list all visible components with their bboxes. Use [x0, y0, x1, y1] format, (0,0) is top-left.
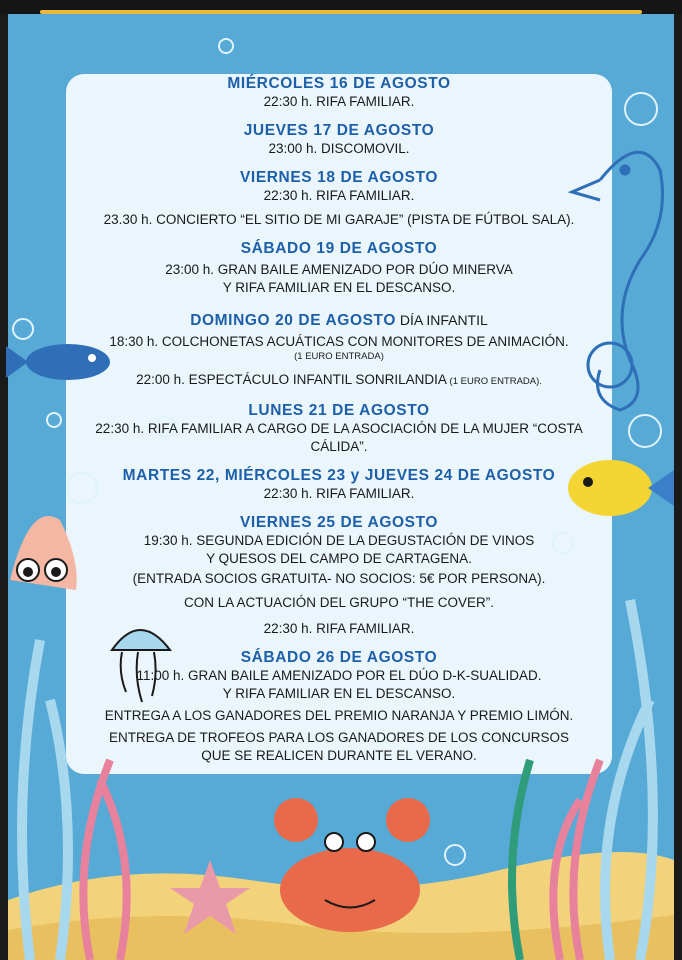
- day-block: [66, 466, 612, 503]
- event-line: Y QUESOS DEL CAMPO DE CARTAGENA.: [206, 551, 472, 566]
- day-title: VIERNES 25 DE AGOSTO: [239, 514, 439, 531]
- event-line: Y RIFA FAMILIAR EN EL DESCANSO.: [222, 280, 456, 295]
- event-note: (1 EURO ENTRADA): [294, 351, 384, 362]
- event-line: 19:30 h. SEGUNDA EDICIÓN DE LA DEGUSTACIÓN DE VINOS: [143, 533, 535, 548]
- bubble-icon: [628, 414, 662, 448]
- day-title: [66, 311, 612, 330]
- day-block: [66, 74, 612, 111]
- event-line: 22:30 h. RIFA FAMILIAR.: [263, 188, 415, 203]
- event-line: 22:30 h. RIFA FAMILIAR.: [263, 486, 415, 501]
- bubble-icon: [12, 318, 34, 340]
- bubble-icon: [624, 92, 658, 126]
- bubble-icon: [218, 38, 234, 54]
- bubble-icon: [46, 412, 62, 428]
- event-line: (ENTRADA SOCIOS GRATUITA- NO SOCIOS: 5€ POR PERSONA).: [132, 571, 546, 586]
- event-line: 11:00 h. GRAN BAILE AMENIZADO POR EL DÚO D-K-SUALIDAD.: [136, 668, 542, 683]
- event-line: 18:30 h. COLCHONETAS ACUÁTICAS CON MONITORES DE ANIMACIÓN.: [109, 334, 569, 349]
- day-title: SÁBADO 26 DE AGOSTO: [240, 649, 438, 666]
- bubble-icon: [444, 844, 466, 866]
- day-title: VIERNES 18 DE AGOSTO: [239, 169, 439, 186]
- day-title: SÁBADO 19 DE AGOSTO: [240, 240, 438, 257]
- day-title: MARTES 22, MIÉRCOLES 23 y JUEVES 24 DE AGOSTO: [122, 467, 556, 484]
- day-block: [66, 121, 612, 158]
- day-block: [66, 401, 612, 456]
- day-block: [66, 648, 612, 765]
- event-text: 22:00 h. ESPECTÁCULO INFANTIL SONRILANDIA: [136, 372, 447, 387]
- day-title: LUNES 21 DE AGOSTO: [248, 402, 430, 419]
- event-line: CON LA ACTUACIÓN DEL GRUPO “THE COVER”.: [183, 595, 495, 610]
- event-line: 22:30 h. RIFA FAMILIAR.: [263, 94, 415, 109]
- event-line: [66, 371, 612, 389]
- day-title: JUEVES 17 DE AGOSTO: [243, 122, 435, 139]
- program-list: [66, 72, 612, 765]
- event-line: ENTREGA DE TROFEOS PARA LOS GANADORES DE LOS CONCURSOS: [108, 730, 570, 745]
- day-block: [66, 168, 612, 229]
- event-line: Y RIFA FAMILIAR EN EL DESCANSO.: [222, 686, 456, 701]
- day-block: [66, 311, 612, 389]
- day-title-extra: DÍA INFANTIL: [395, 312, 488, 328]
- event-line: 23:00 h. DISCOMOVIL.: [268, 141, 410, 156]
- event-line: 23.30 h. CONCIERTO “EL SITIO DE MI GARAJE” (PISTA DE FÚTBOL SALA).: [103, 212, 575, 227]
- event-note: (1 EURO ENTRADA).: [446, 376, 542, 387]
- crab-icon: [274, 798, 430, 932]
- day-block: [66, 239, 612, 297]
- day-block: [66, 513, 612, 638]
- event-line: ENTREGA A LOS GANADORES DEL PREMIO NARANJA Y PREMIO LIMÓN.: [104, 708, 574, 723]
- day-title-text: DOMINGO 20 DE AGOSTO: [190, 312, 396, 329]
- event-line: 23:00 h. GRAN BAILE AMENIZADO POR DÚO MINERVA: [165, 262, 513, 277]
- day-title: MIÉRCOLES 16 DE AGOSTO: [227, 75, 451, 92]
- event-line: 22:30 h. RIFA FAMILIAR.: [263, 621, 415, 636]
- event-line: 22:30 h. RIFA FAMILIAR A CARGO DE LA ASOCIACIÓN DE LA MUJER “COSTA CÁLIDA”.: [95, 421, 583, 454]
- event-line: QUE SE REALICEN DURANTE EL VERANO.: [201, 748, 477, 763]
